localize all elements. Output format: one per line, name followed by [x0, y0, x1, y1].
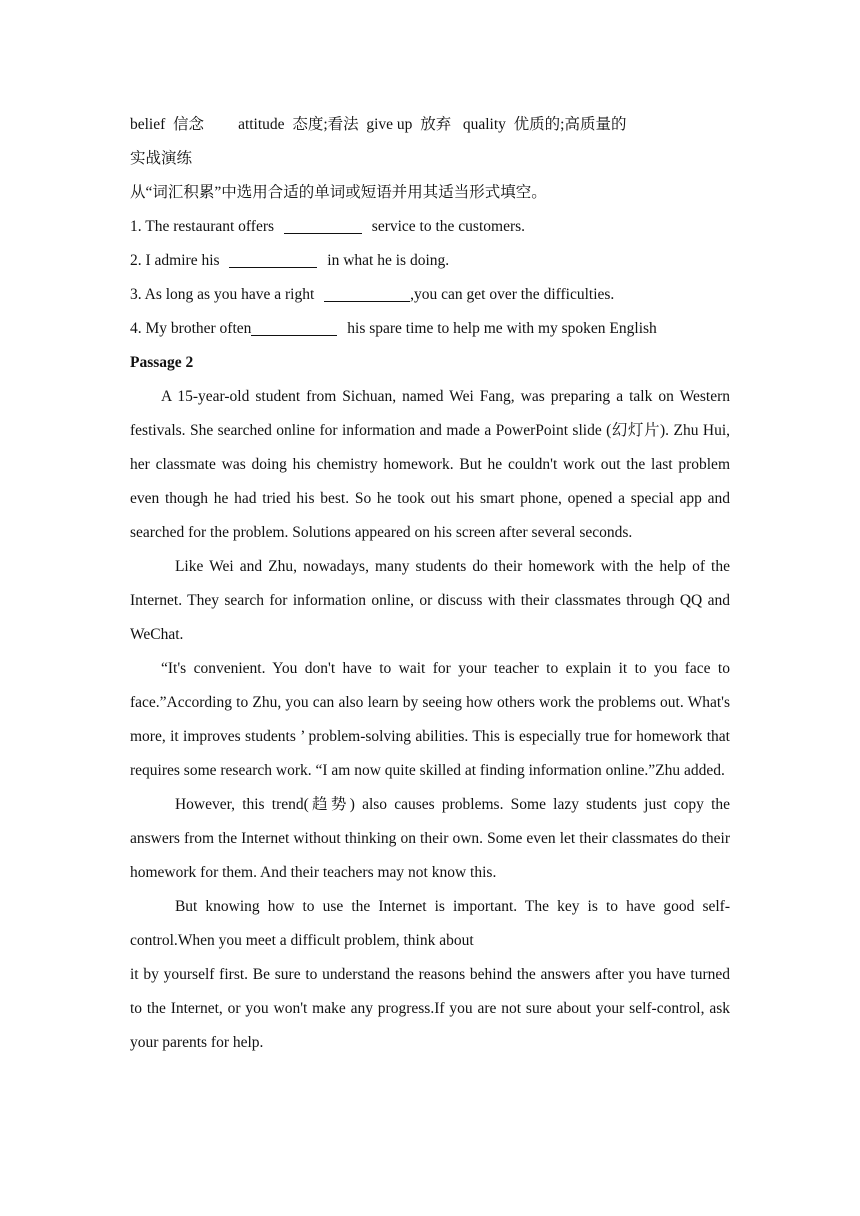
vocab-word: quality — [462, 116, 506, 133]
exercise-item — [130, 278, 730, 312]
document-page — [130, 108, 730, 1060]
practice-title: 实战演练 — [130, 150, 193, 167]
exercise-text: 3. As long as you have a right — [130, 286, 319, 303]
exercise-item — [130, 312, 730, 346]
vocab-word: attitude — [238, 116, 285, 133]
exercise-text: 2. I admire his — [130, 252, 224, 269]
vocab-word: give up — [366, 116, 413, 133]
answer-blank[interactable] — [229, 251, 317, 268]
exercise-item — [130, 210, 730, 244]
vocab-meaning: 放弃 — [420, 116, 452, 133]
exercise-text: ,you can get over the difficulties. — [410, 286, 615, 303]
exercise-text: service to the customers. — [367, 218, 526, 235]
passage-title: Passage 2 — [130, 354, 194, 371]
exercise-text: 1. The restaurant offers — [130, 218, 278, 235]
exercise-text: his spare time to help me with my spoken English — [343, 320, 657, 337]
vocab-meaning: 优质的;高质量的 — [513, 116, 627, 133]
vocab-meaning: 信念 — [173, 116, 205, 133]
vocab-line — [130, 108, 730, 142]
passage-paragraph: A 15-year-old student from Sichuan, named Wei Fang, was preparing a talk on Western festivals. She searched online for information and made a PowerPoint slide (幻灯片). Zhu Hui, her classmate was doing his chemistry homework. But he couldn't work out the last problem even though he had tried his best. So he took out his smart phone, opened a special app and searched for the problem. Solutions appeared on his screen after several seconds. — [130, 388, 730, 541]
exercise-item — [130, 244, 730, 278]
answer-blank[interactable] — [284, 217, 362, 234]
passage-paragraph: However, this trend(趋势) also causes problems. Some lazy students just copy the answers from the Internet without thinking on their own. Some even let their classmates do their homework for them. And their teachers may not know this. — [130, 796, 730, 881]
passage-paragraph: it by yourself first. Be sure to understand the reasons behind the answers after you have turned to the Internet, or you won't make any progress.If you are not sure about your self-control, ask your parents for help. — [130, 966, 730, 1051]
passage-paragraph: “It's convenient. You don't have to wait for your teacher to explain it to you face to face.”According to Zhu, you can also learn by seeing how others work the problems out. What's more, it improves students ’ problem-solving abilities. This is especially true for homework that requires some research work. “I am now quite skilled at finding information online.”Zhu added. — [130, 660, 730, 779]
passage-paragraph: But knowing how to use the Internet is important. The key is to have good self-control.When you meet a difficult problem, think about — [130, 898, 730, 949]
answer-blank[interactable] — [251, 319, 337, 336]
answer-blank[interactable] — [324, 285, 410, 302]
instruction-text: 从“词汇积累”中选用合适的单词或短语并用其适当形式填空。 — [130, 184, 547, 201]
vocab-meaning: 态度;看法 — [292, 116, 359, 133]
vocab-word: belief — [130, 116, 166, 133]
exercise-text: in what he is doing. — [323, 252, 450, 269]
exercise-text: 4. My brother often — [130, 320, 252, 337]
passage-paragraph: Like Wei and Zhu, nowadays, many students do their homework with the help of the Internet. They search for information online, or discuss with their classmates through QQ and WeChat. — [130, 558, 730, 643]
